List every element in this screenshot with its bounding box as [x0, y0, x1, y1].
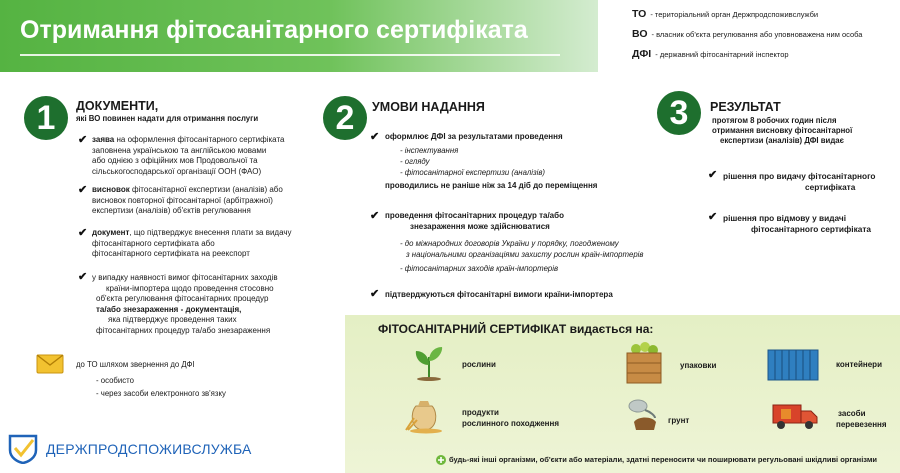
- checkmark-icon: ✔: [370, 131, 380, 143]
- panel-title: ФІТОСАНІТАРНИЙ СЕРТИФІКАТ видається на:: [378, 322, 654, 336]
- conditions-list-item: - фітосанітарної експертизи (аналізів): [400, 168, 545, 177]
- section-title-conditions: УМОВИ НАДАННЯ: [372, 100, 485, 114]
- legend-abbr: ВО: [632, 28, 648, 40]
- step-number-3: 3: [657, 91, 701, 135]
- legend-abbr: ТО: [632, 8, 647, 20]
- legend-text: - державний фітосанітарний інспектор: [655, 50, 789, 59]
- conditions-list-item: з національними організаціями захисту рослин країн-імпортерів: [406, 250, 644, 259]
- logo-text: ДЕРЖПРОДСПОЖИВСЛУЖБА: [46, 441, 252, 457]
- result-subtitle: протягом 8 робочих годин після отримання висновку фітосанітарної експертизи (аналізів) ДФІ видає: [712, 116, 853, 145]
- scope-item-transport: засоби перевезення: [836, 409, 887, 429]
- checkmark-icon: ✔: [78, 134, 88, 146]
- conditions-list-item: - огляду: [400, 157, 430, 166]
- document-item-application: заява на оформлення фітосанітарного сертифіката заповнена українською та англійською мовами або однією з офіційних мов Продовольчої та сільськогосподарської організації ООН (ФАО): [92, 135, 285, 176]
- conditions-list-item: - до міжнародних договорів України у порядку, погодженому: [400, 239, 619, 248]
- step-number-1: 1: [24, 96, 68, 140]
- legend-text: - власник об'єкта регулювання або уповноважена ним особа: [651, 30, 863, 39]
- plus-icon: [436, 455, 446, 465]
- scope-item-plant-products: продукти рослинного походження: [462, 408, 559, 428]
- legend-text: - територіальний орган Держпродспоживслужби: [650, 10, 819, 19]
- container-icon: [767, 348, 819, 382]
- conditions-block-2-title-line1: проведення фітосанітарних процедур та/або: [385, 211, 564, 220]
- scope-item-containers: контейнери: [836, 360, 882, 369]
- conditions-block-1-title: оформлює ДФІ за результатами проведення: [385, 132, 563, 141]
- result-refusal: рішення про відмову у видачі фітосанітарного сертифіката: [723, 213, 872, 234]
- document-item-procedures: у випадку наявності вимог фітосанітарних заходів країни-імпортера щодо проведення стосовно об'єкта регулювання фітосанітарних процедур та/або знезараження - документація, яка підтверджує проведення таких фітосанітарних процедур та/або знезараження: [92, 273, 278, 335]
- legend-abbr: ДФІ: [632, 48, 652, 60]
- contact-option-electronic: - через засоби електронного зв'язку: [96, 389, 226, 398]
- conditions-block-2-title-line2: знезараження може здійснюватися: [410, 222, 550, 231]
- truck-icon: [771, 399, 819, 431]
- crate-icon: [624, 341, 664, 385]
- legend-row-vo: [632, 28, 897, 48]
- legend-row-dfi: [632, 48, 897, 68]
- result-issue-certificate: рішення про видачу фітосанітарного сертифіката: [723, 171, 876, 192]
- scope-item-plants: рослини: [462, 360, 496, 369]
- contact-option-in-person: - особисто: [96, 376, 134, 385]
- checkmark-icon: ✔: [78, 184, 88, 196]
- page-title: Отримання фітосанітарного сертифіката: [20, 16, 528, 44]
- scope-item-packaging: упаковки: [680, 361, 717, 370]
- conditions-block-1-note: проводились не раніше ніж за 14 діб до переміщення: [385, 181, 598, 190]
- certificate-scope-panel: [345, 315, 900, 473]
- grain-sack-icon: [404, 396, 444, 434]
- section-title-documents: ДОКУМЕНТИ,: [76, 99, 159, 113]
- section-title-result: РЕЗУЛЬТАТ: [710, 100, 781, 114]
- checkmark-icon: ✔: [708, 169, 718, 181]
- checkmark-icon: ✔: [370, 210, 380, 222]
- scope-item-soil: грунт: [668, 416, 690, 425]
- conditions-list-item: - фітосанітарних заходів країн-імпортерів: [400, 264, 559, 273]
- contact-line: до ТО шляхом звернення до ДФІ: [76, 360, 195, 369]
- title-underline: [20, 54, 560, 56]
- checkmark-icon: ✔: [370, 288, 380, 300]
- legend-row-to: [632, 8, 897, 28]
- panel-footnote: будь-які інші організми, об'єкти або матеріали, здатні переносити чи поширювати регульовані шкідливі організми: [449, 455, 877, 464]
- plant-icon: [412, 343, 446, 381]
- section-subtitle: які ВО повинен надати для отримання послуги: [76, 114, 259, 123]
- conditions-block-3: підтверджуються фітосанітарні вимоги країни-імпортера: [385, 290, 613, 299]
- checkmark-icon: ✔: [78, 227, 88, 239]
- envelope-icon: [36, 354, 64, 374]
- soil-icon: [628, 396, 662, 432]
- abbreviation-legend: [632, 8, 897, 68]
- ministry-logo-icon: [8, 432, 38, 464]
- step-number-2: 2: [323, 96, 367, 140]
- checkmark-icon: ✔: [78, 271, 88, 283]
- document-item-payment: документ, що підтверджує внесення плати за видачу фітосанітарного сертифіката або фітосанітарного сертифіката на реекспорт: [92, 228, 292, 258]
- document-item-conclusion: висновок фітосанітарної експертизи (аналізів) або висновок повторної фітосанітарної (арбітражної) експертизи (аналізів) об'єктів регулювання: [92, 185, 283, 215]
- checkmark-icon: ✔: [708, 211, 718, 223]
- conditions-list-item: - інспектування: [400, 146, 459, 155]
